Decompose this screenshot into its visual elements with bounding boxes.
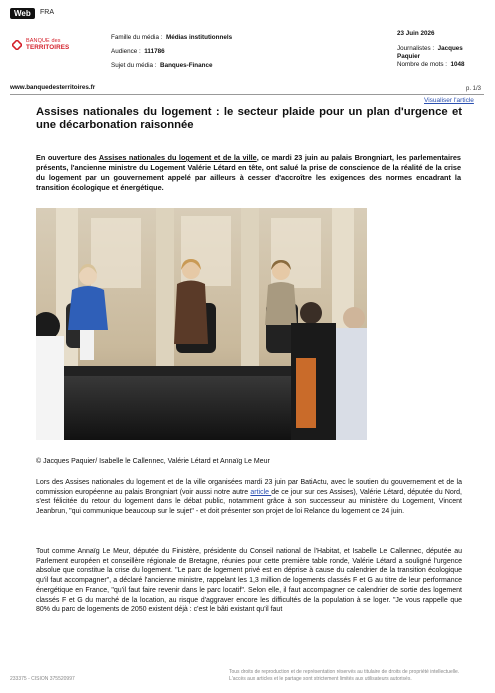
paragraph-2: Tout comme Annaïg Le Meur, députée du Finistère, présidente du Conseil national de l'Habitat, et Isabelle Le Callennec, députée au Parlement européen et conseillère régionale de Bretagne, réunies pour cette première table ronde, Valérie Létard a souligné l'urgence absolue que constitue la crise du logement. "Le parc de logement privé est en déprise à cause du calendrier de la transition écologique qu'il faut accompagner", a déclaré l'ancienne ministre, rappelant les 1,3 million de logements classés F et G au titre de leur performance énergétique en France, "qu'il faut faire revenir dans le parc locatif". Selon elle, il faut accompagner ce calendrier de sortie des logement classés F et G du marché de la location, au risque d'aggraver encore les difficultés de la population à se loger. "Je vous rappelle que 80% du parc de logements de 2050 existent déjà : c'est le bâti existant qu'il faut	[36, 548, 462, 614]
page-number: p. 1/3	[466, 86, 482, 92]
nb-mots-row: Nombre de mots : 1048	[397, 61, 465, 68]
famille-row: Famille du média : Médias institutionnels	[111, 34, 233, 41]
article-meta	[397, 30, 465, 69]
photo-caption: © Jacques Paquier/ Isabelle le Callennec, Valérie Létard et Annaïg Le Meur	[36, 458, 270, 465]
media-meta	[111, 34, 232, 76]
web-badge: Web	[10, 8, 35, 19]
panel-photo-image	[36, 208, 367, 440]
logo-line-2: TERRITOIRES	[26, 43, 70, 51]
audience-value: 111786	[144, 48, 165, 55]
banque-des-territoires-logo	[11, 37, 71, 57]
assises-link[interactable]: Assises nationales du logement et de la ville	[98, 153, 257, 162]
language-label: FRA	[40, 9, 54, 16]
article-link[interactable]: article	[250, 488, 272, 496]
journalistes-row-2: Paquier	[397, 53, 421, 60]
article-date: 23 Juin 2026	[397, 30, 435, 37]
footer-id: 233375 - CISION 375520997	[10, 676, 75, 682]
sujet-value: Banques-Finance	[160, 62, 213, 69]
footer-copyright: Tous droits de reproduction et de représentation réservés au titulaire de droits de propriété intellectuelle. L'accès aux articles et le partage sont strictement limités aux utilisateurs autorisés.	[229, 669, 460, 682]
article-photo	[36, 208, 367, 440]
famille-value: Médias institutionnels	[165, 34, 233, 41]
sujet-row: Sujet du média : Banques-Finance	[111, 62, 213, 69]
article-title: Assises nationales du logement : le secteur plaide pour un plan d'urgence et une décarbonation raisonnée	[36, 106, 462, 131]
journalistes-row: Journalistes : Jacques	[397, 45, 463, 52]
logo-line-1: BANQUE des	[26, 38, 61, 44]
logo-mark-icon	[12, 40, 22, 50]
article-lead: En ouverture des Assises nationales du logement et de la ville, ce mardi 23 juin au palais Brongniart, les parlementaires présents, l'ancienne ministre du Logement Valérie Létard en tête, ont salué la prise de conscience de la réalité de la crise du logement par un gouvernement appelé par ailleurs à cesser d'accroître les exigences des normes encadrant la transition écologique et énergétique.	[36, 153, 461, 192]
nb-mots-value: 1048	[450, 61, 465, 68]
audience-row: Audience : 111786	[111, 48, 165, 55]
logo-text	[26, 38, 69, 51]
source-site: www.banquedesterritoires.fr	[10, 84, 96, 91]
paragraph-1: Lors des Assises nationales du logement et de la ville organisées mardi 23 juin par BatiActu, avec le soutien du gouvernement et de la commission européenne au palais Brongniart (voir aussi notre autre article de ce jour sur ces Assises), Valérie Létard, députée du Nord, s'est félicitée du retour du logement dans le débat public, notamment grâce à son successeur au ministère du Logement, Vincent Jeanbrun, "qui communique beaucoup sur le sujet" - et doit présenter son projet de loi Relance du logement ce 24 juin.	[36, 479, 462, 516]
view-article-link[interactable]: Visualiser l'article	[424, 97, 474, 104]
header-divider	[10, 94, 484, 95]
